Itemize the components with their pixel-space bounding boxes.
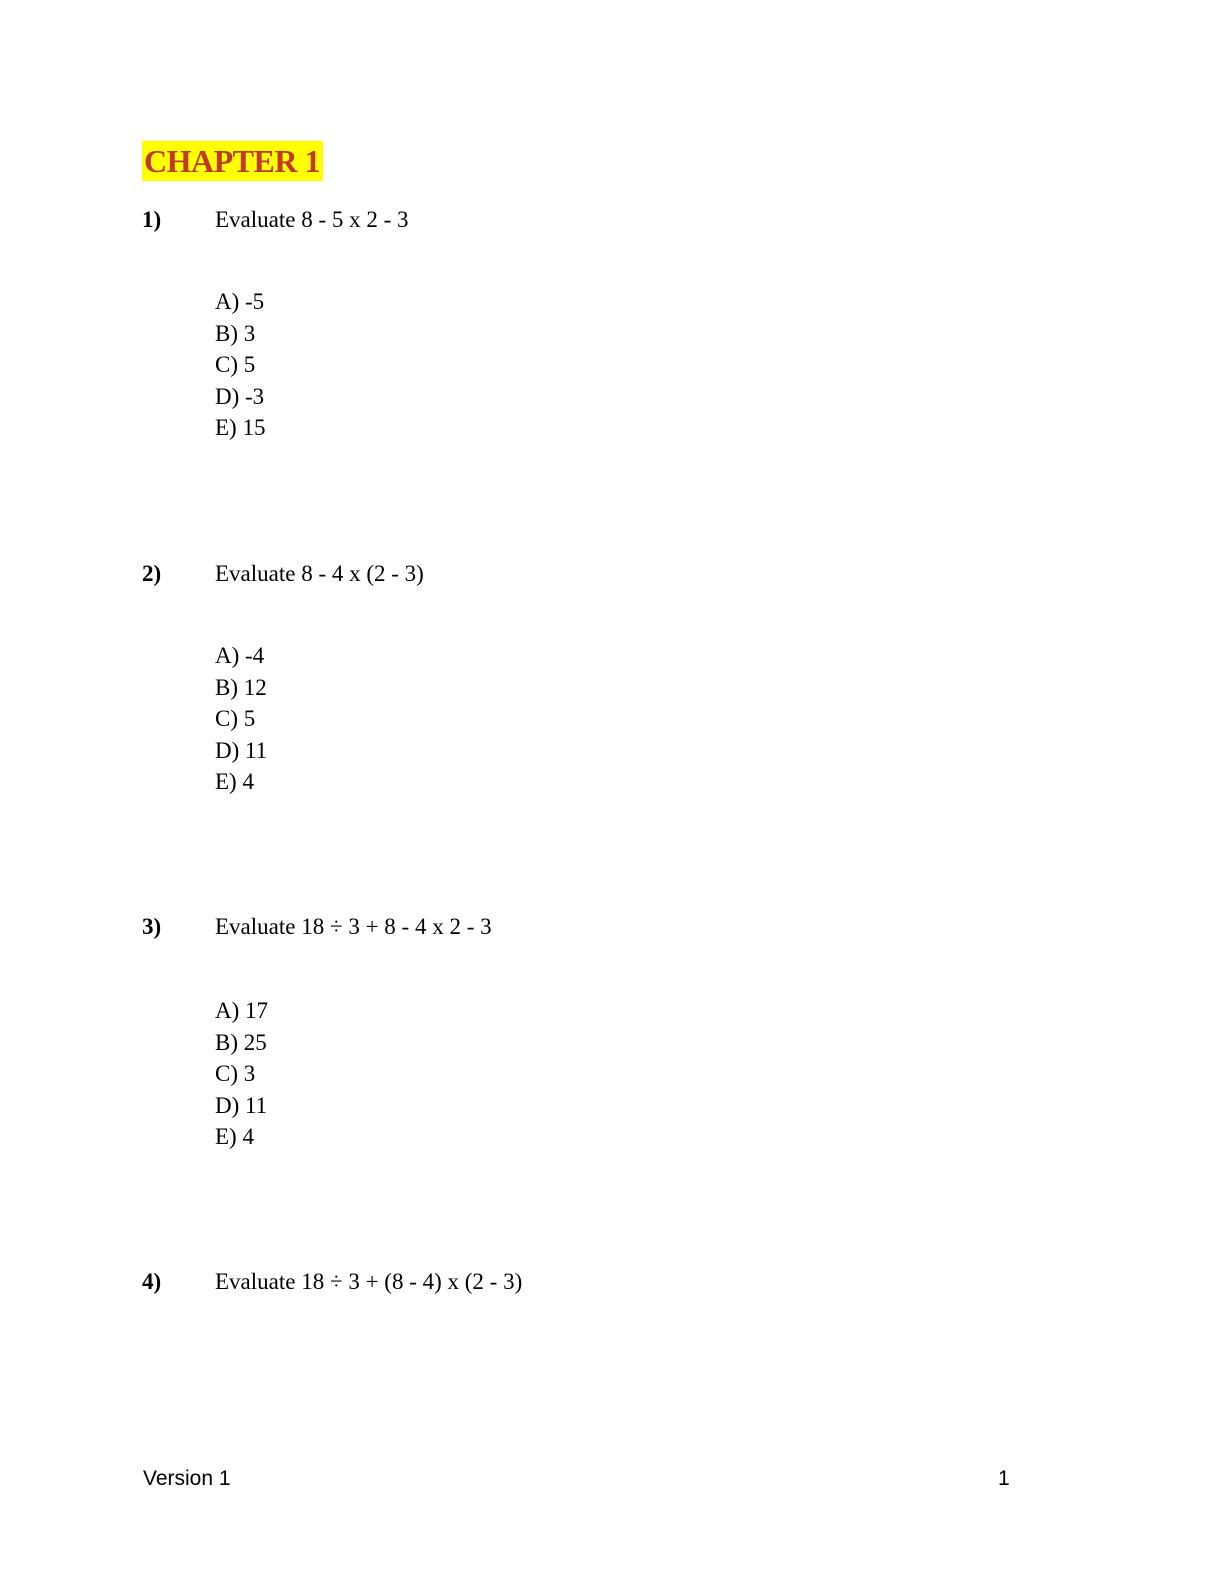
chapter-title: CHAPTER 1 [142, 141, 323, 181]
question-text: Evaluate 18 ÷ 3 + (8 - 4) x (2 - 3) [215, 1269, 523, 1294]
answer-options [215, 286, 265, 444]
answer-options [215, 640, 267, 798]
answer-option-c: C) 5 [215, 352, 256, 377]
footer-page-number: 1 [998, 1467, 1010, 1490]
answer-option-c: C) 5 [215, 706, 256, 731]
footer-version: Version 1 [143, 1467, 231, 1490]
answer-option-d: D) 11 [215, 737, 268, 763]
question-number: 4) [142, 1269, 162, 1294]
answer-option-e: E) 4 [215, 1124, 254, 1149]
answer-option-e: E) 4 [215, 769, 254, 794]
question-text: Evaluate 8 - 4 x (2 - 3) [215, 561, 424, 586]
answer-option-a: A) -5 [215, 289, 265, 314]
answer-option-a: A) 17 [215, 998, 269, 1023]
question-number: 3) [142, 914, 162, 939]
answer-option-e: E) 15 [215, 415, 266, 440]
question-number: 2) [142, 561, 162, 586]
answer-option-d: D) 11 [215, 1092, 268, 1118]
answer-option-a: A) -4 [215, 643, 265, 668]
question-text: Evaluate 8 - 5 x 2 - 3 [215, 207, 409, 232]
answer-option-b: B) 3 [215, 320, 256, 346]
answer-option-d: D) -3 [215, 383, 265, 409]
answer-option-c: C) 3 [215, 1061, 256, 1086]
answer-options [215, 995, 268, 1153]
answer-option-b: B) 25 [215, 1029, 267, 1055]
answer-option-b: B) 12 [215, 674, 267, 700]
question-number: 1) [142, 207, 162, 232]
question-text: Evaluate 18 ÷ 3 + 8 - 4 x 2 - 3 [215, 914, 492, 939]
